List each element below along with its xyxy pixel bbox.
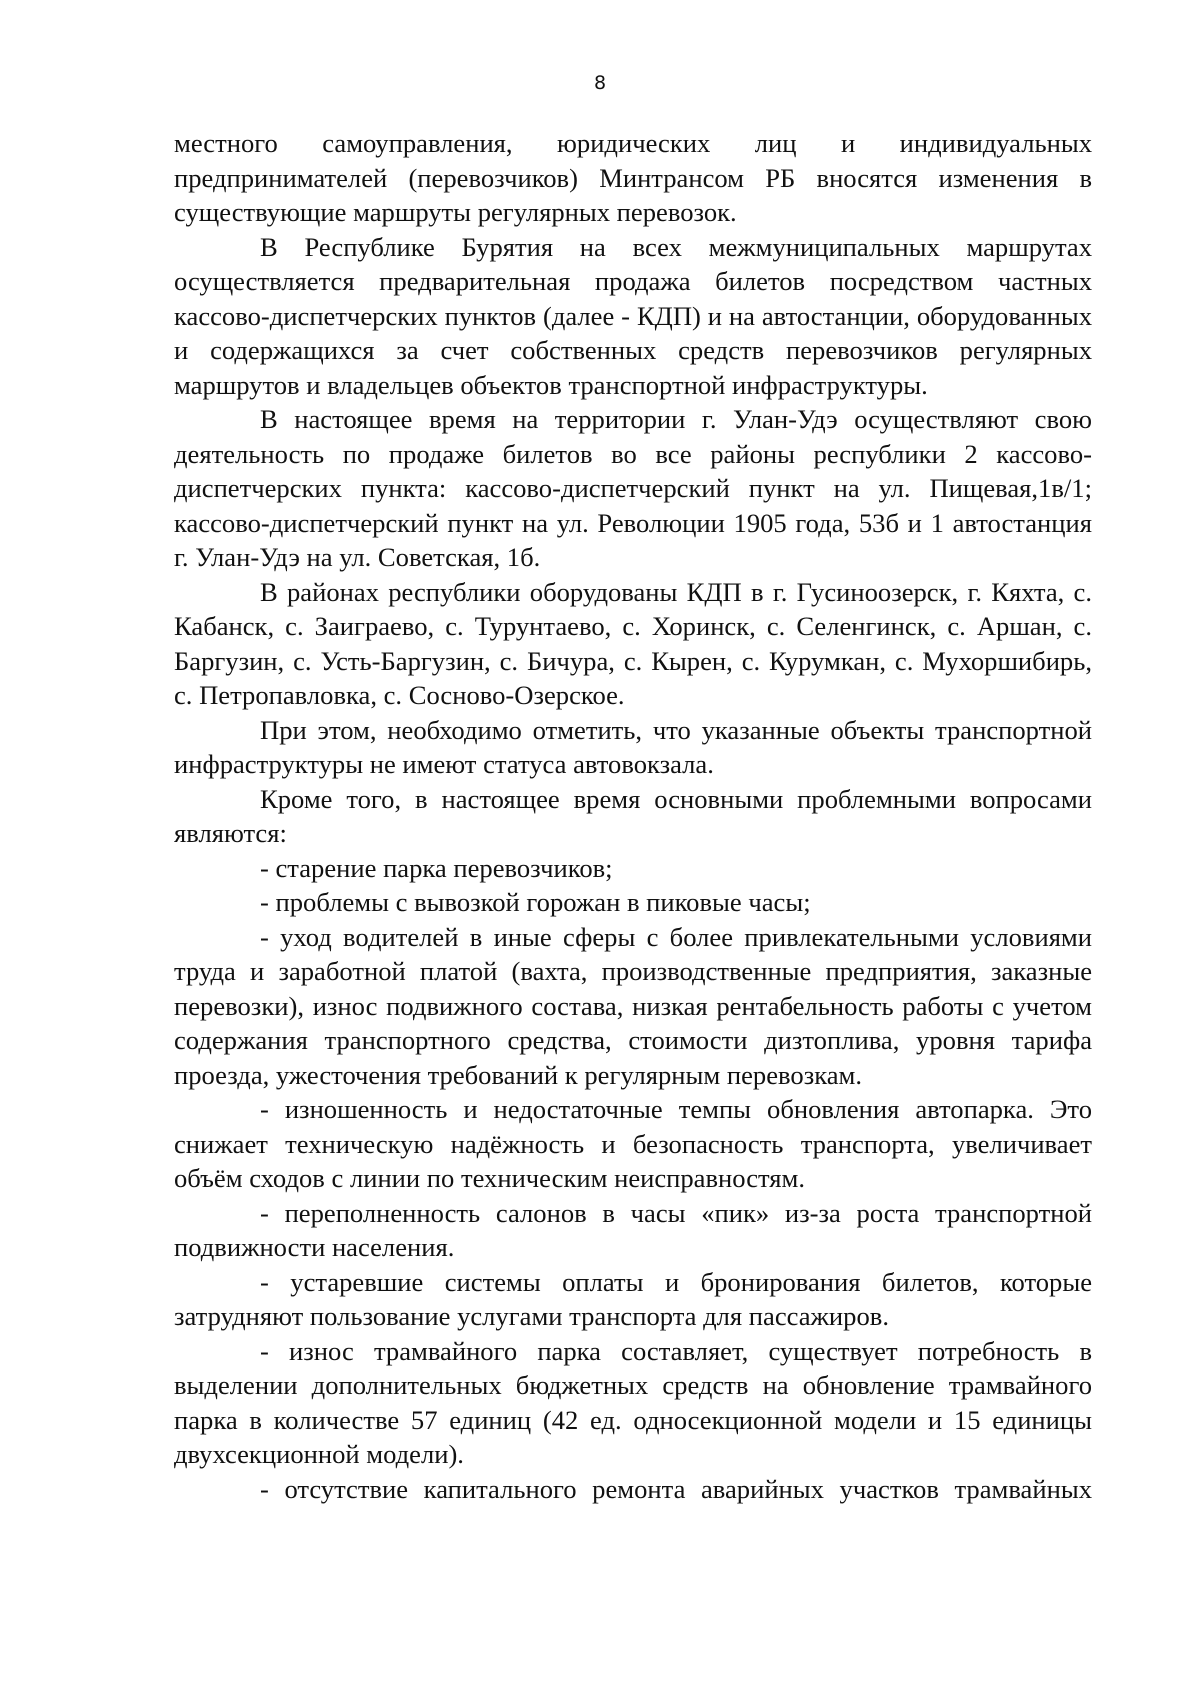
list-item-peak-hours: - проблемы с вывозкой горожан в пиковые часы; xyxy=(260,887,811,917)
list-item-overcrowding: - переполненность салонов в часы «пик» из-за роста транспортной подвижности населения. xyxy=(174,1197,1092,1262)
paragraph-ulan-ude: В настоящее время на территории г. Улан-Удэ осуществляют свою деятельность по продаже билетов во все районы республики 2 кассово-диспетчерских пункта: кассово-диспетчерский пункт на ул. Пищевая,1в/1; кассово-диспетчерский пункт на ул. Революции 1905 года, 53б и 1 автостанция г. Улан-Удэ на ул. Советская, 1б. xyxy=(174,404,1092,572)
document-body xyxy=(174,126,1092,1506)
page-number: 8 xyxy=(593,72,607,94)
list-item-payment-systems: - устаревшие системы оплаты и бронирования билетов, которые затрудняют пользование услугами транспорта для пассажиров. xyxy=(174,1266,1092,1331)
list-item-fleet-wear: - изношенность и недостаточные темпы обновления автопарка. Это снижает техническую надёжность и безопасность транспорта, увеличивает объём сходов с линии по техническим неисправностям. xyxy=(174,1094,1092,1193)
list-item-drivers: - уход водителей в иные сферы с более привлекательными условиями труда и заработной платой (вахта, производственные предприятия, заказные перевозки), износ подвижного состава, низкая рентабельность работы с учетом содержания транспортного средства, стоимости дизтоплива, уровня тарифа проезда, ужесточения требований к регулярным перевозкам. xyxy=(174,921,1092,1090)
list-item-fleet-aging: - старение парка перевозчиков; xyxy=(260,852,613,883)
paragraph-status: При этом, необходимо отметить, что указанные объекты транспортной инфраструктуры не имеют статуса автовокзала. xyxy=(174,714,1092,779)
paragraph-districts: В районах республики оборудованы КДП в г. Гусиноозерск, г. Кяхта, с. Кабанск, с. Заиграево, с. Турунтаево, с. Хоринск, с. Селенгинск, с. Аршан, с. Баргузин, с. Усть-Баргузин, с. Бичура, с. Кырен, с. Курумкан, с. Мухоршибирь, с. Петропавловка, с. Сосново-Озерское. xyxy=(174,576,1092,710)
list-item-tram-fleet: - износ трамвайного парка составляет, существует потребность в выделении дополнительных бюджетных средств на обновление трамвайного парка в количестве 57 единиц (42 ед. односекционной модели и 15 единицы двухсекционной модели). xyxy=(174,1335,1092,1469)
list-item-tram-tracks: - отсутствие капитального ремонта аварийных участков трамвайных xyxy=(260,1473,1092,1504)
paragraph-continuation: местного самоуправления, юридических лиц и индивидуальных предпринимателей (перевозчиков) Минтрансом РБ вносятся изменения в существующие маршруты регулярных перевозок. xyxy=(174,128,1092,227)
paragraph-problems-intro: Кроме того, в настоящее время основными проблемными вопросами являются: xyxy=(174,783,1092,848)
paragraph-presale: В Республике Бурятия на всех межмуниципальных маршрутах осуществляется предварительная продажа билетов посредством частных кассово-диспетчерских пунктов (далее - КДП) и на автостанции, оборудованных и содержащихся за счет собственных средств перевозчиков регулярных маршрутов и владельцев объектов транспортной инфраструктуры. xyxy=(174,231,1092,400)
